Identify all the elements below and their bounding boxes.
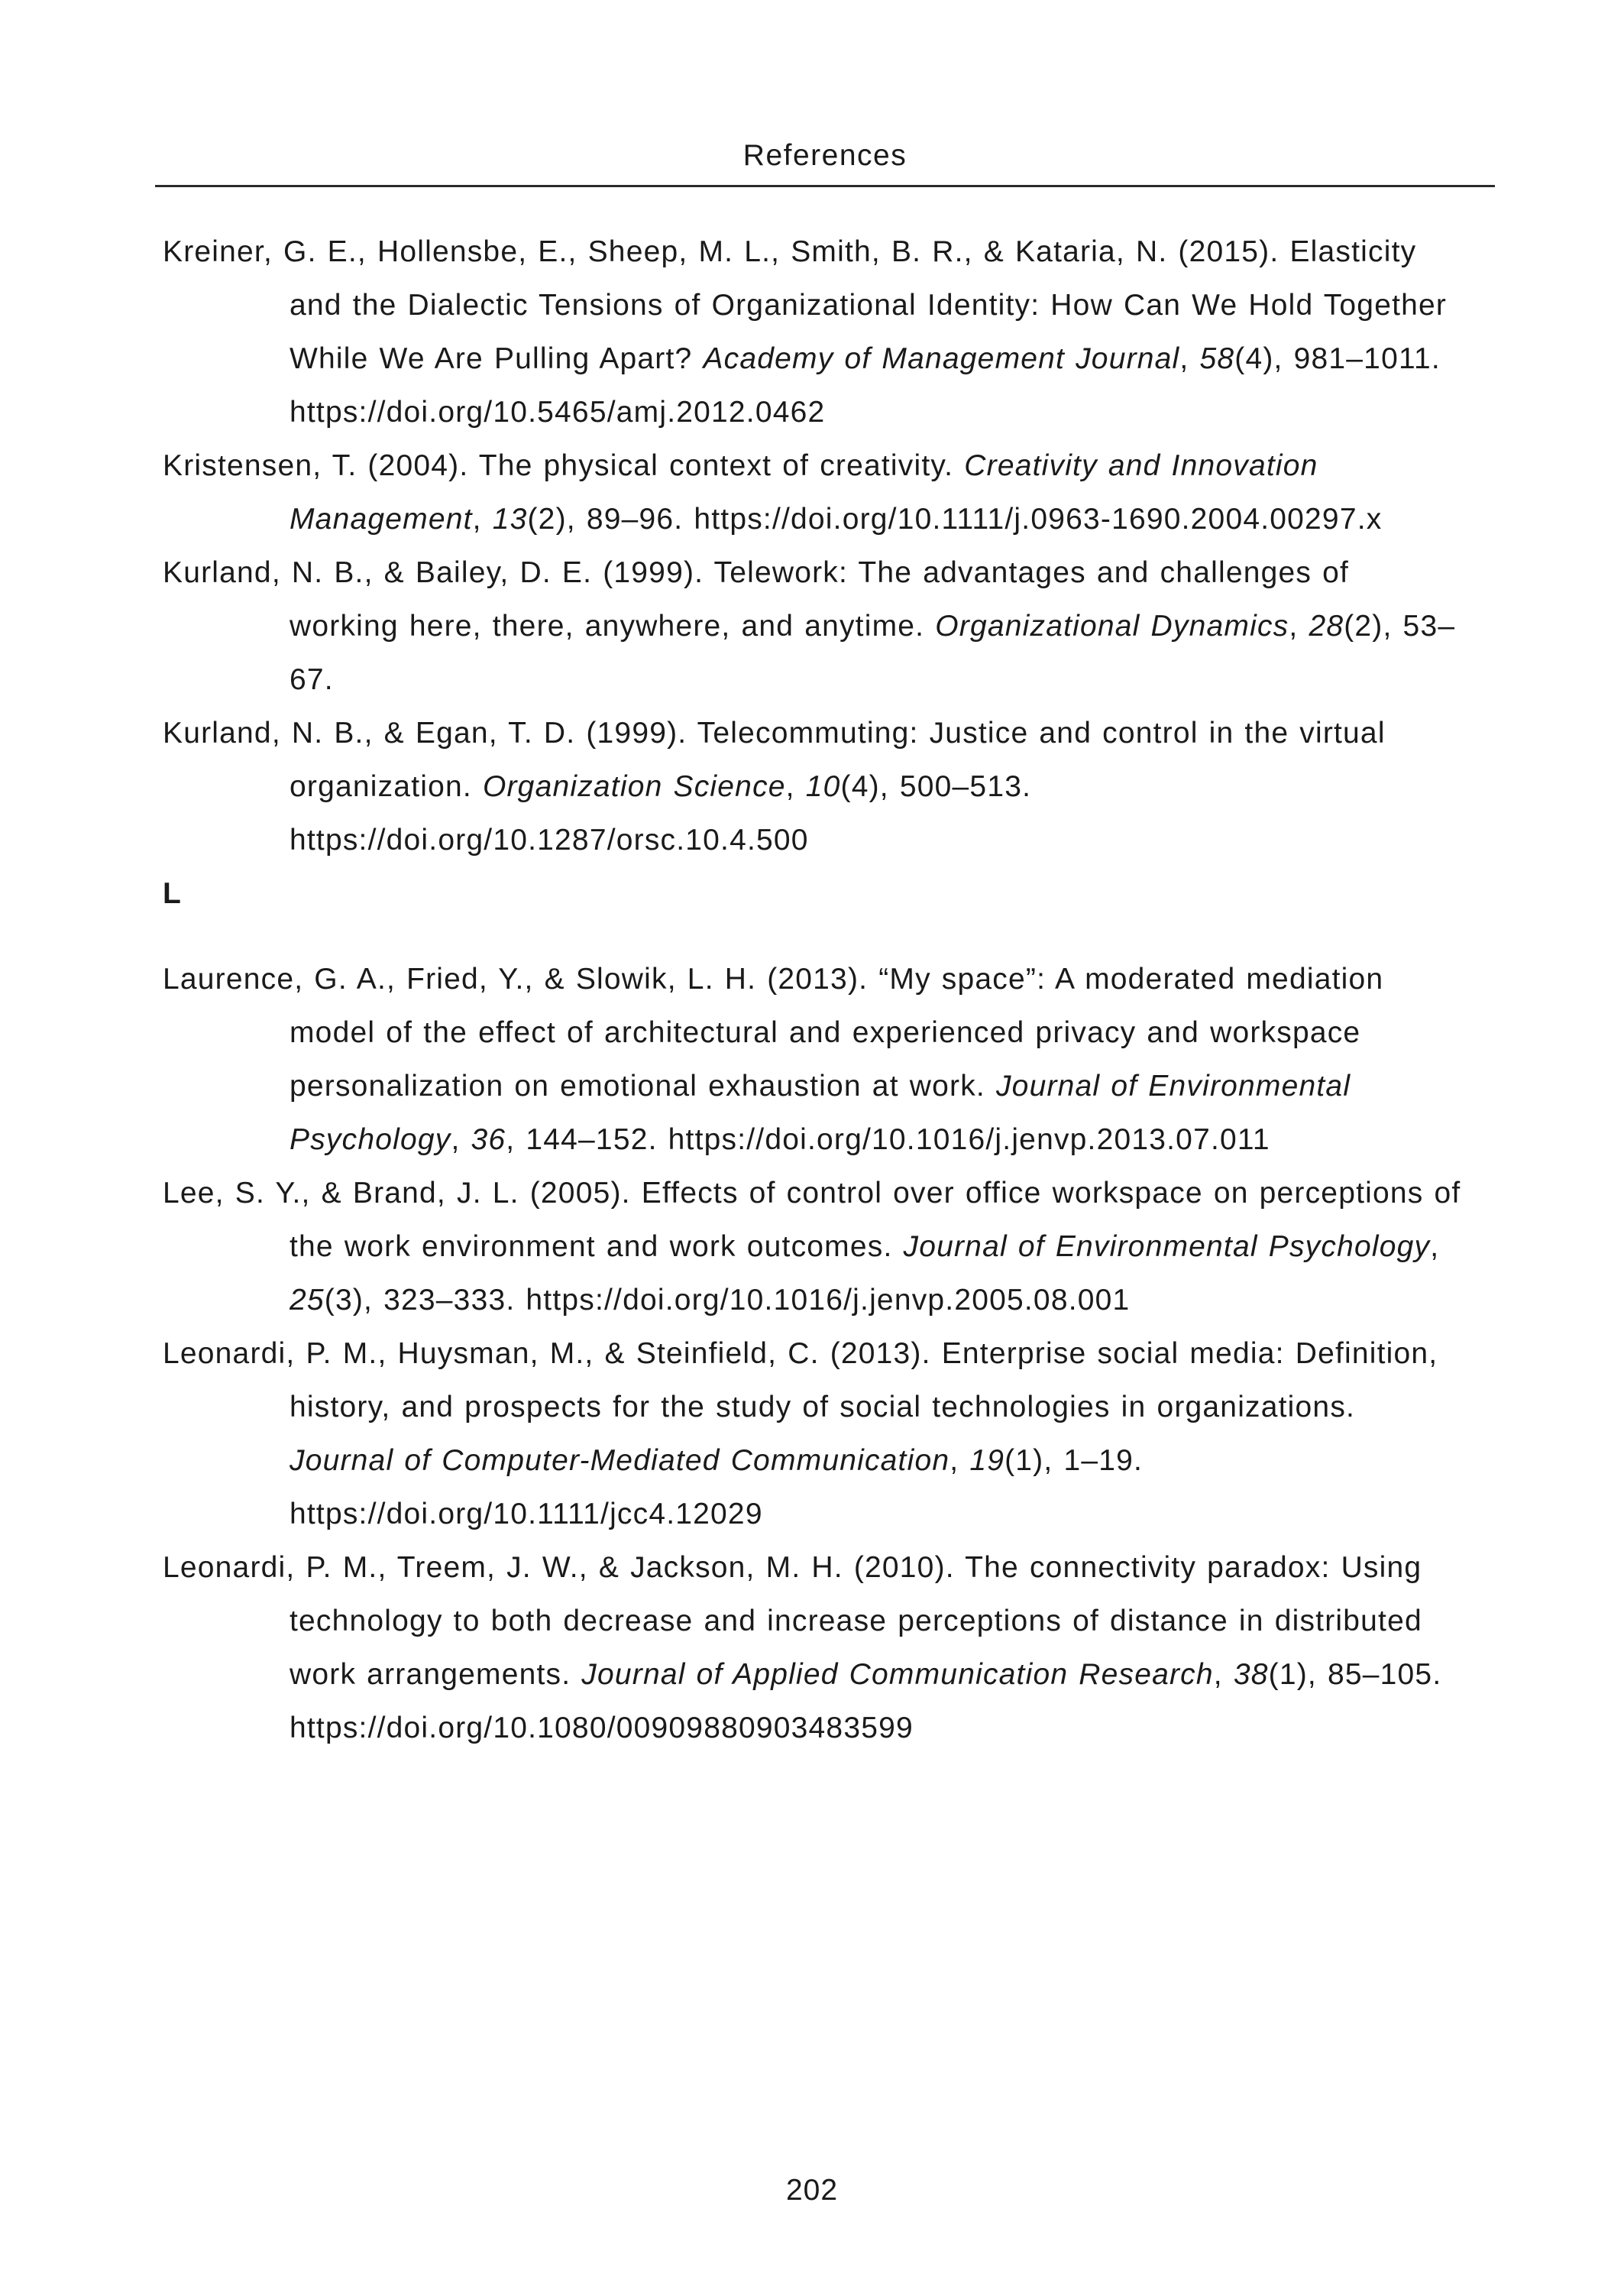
- references-heading: References: [742, 139, 907, 172]
- reference-text: (3), 323–333. https://doi.org/10.1016/j.jenvp.2005.08.001: [324, 1284, 1131, 1317]
- reference-text: ,: [1179, 342, 1200, 375]
- reference-italic-text: Creativity and Innovation Management: [290, 449, 1318, 536]
- section-letter: L: [163, 877, 183, 910]
- reference-entry: [163, 225, 1461, 439]
- reference-text: ,: [1289, 610, 1309, 643]
- reference-italic-text: Organizational Dynamics: [935, 610, 1289, 643]
- reference-italic-text: Journal of Computer-Mediated Communication: [290, 1444, 950, 1477]
- page-header: [155, 0, 1495, 187]
- reference-italic-text: 13: [492, 503, 528, 536]
- reference-entry: [163, 439, 1461, 546]
- reference-text: (2), 53–67.: [290, 610, 1456, 696]
- reference-text: Kurland, N. B., & Egan, T. D. (1999). Telecommuting: Justice and control in the virtual organization.: [163, 717, 1386, 803]
- reference-text: Leonardi, P. M., Treem, J. W., & Jackson, M. H. (2010). The connectivity paradox: Using technology to both decrease and increase perceptions of distance in distributed work arrangements.: [163, 1551, 1422, 1691]
- reference-text: Kreiner, G. E., Hollensbe, E., Sheep, M. L., Smith, B. R., & Kataria, N. (2015). Elasticity and the Dialectic Tensions of Organizational Identity: How Can We Hold Together While We Are Pulling Apart?: [163, 235, 1448, 375]
- reference-text: ,: [472, 503, 493, 536]
- reference-italic-text: Journal of Environmental Psychology: [903, 1230, 1431, 1263]
- reference-text: (1), 1–19. https://doi.org/10.1111/jcc4.12029: [290, 1444, 1144, 1530]
- reference-text: ,: [949, 1444, 970, 1477]
- reference-text: Kristensen, T. (2004). The physical context of creativity.: [163, 449, 965, 482]
- reference-entry: [163, 1327, 1461, 1541]
- reference-text: ,: [1430, 1230, 1440, 1263]
- reference-italic-text: 58: [1199, 342, 1235, 375]
- reference-italic-text: 28: [1309, 610, 1344, 643]
- reference-text: Kurland, N. B., & Bailey, D. E. (1999). Telework: The advantages and challenges of working here, there, anywhere, and anytime.: [163, 556, 1350, 643]
- reference-text: (2), 89–96. https://doi.org/10.1111/j.0963-1690.2004.00297.x: [527, 503, 1383, 536]
- reference-entry: [163, 707, 1461, 867]
- reference-entry: [163, 546, 1461, 707]
- reference-text: Lee, S. Y., & Brand, J. L. (2005). Effects of control over office workspace on perceptions of the work environment and work outcomes.: [163, 1177, 1461, 1263]
- reference-text: , 144–152. https://doi.org/10.1016/j.jenvp.2013.07.011: [506, 1123, 1270, 1156]
- reference-text: ,: [785, 770, 806, 803]
- reference-entry: [163, 1541, 1461, 1755]
- reference-entry: [163, 1167, 1461, 1327]
- reference-italic-text: 19: [969, 1444, 1005, 1477]
- reference-italic-text: Journal of Applied Communication Research: [581, 1658, 1214, 1691]
- reference-italic-text: 38: [1233, 1658, 1269, 1691]
- reference-text: ,: [451, 1123, 471, 1156]
- reference-italic-text: 36: [471, 1123, 506, 1156]
- reference-text: ,: [1213, 1658, 1234, 1691]
- page-number: 202: [785, 2174, 839, 2207]
- reference-italic-text: Organization Science: [482, 770, 786, 803]
- reference-text: (4), 500–513. https://doi.org/10.1287/orsc.10.4.500: [290, 770, 1032, 857]
- reference-text: (1), 85–105. https://doi.org/10.1080/00909880903483599: [290, 1658, 1442, 1744]
- reference-italic-text: Journal of Environmental Psychology: [290, 1070, 1351, 1156]
- header-rule: [155, 185, 1495, 187]
- reference-text: Laurence, G. A., Fried, Y., & Slowik, L. H. (2013). “My space”: A moderated mediation model of the effect of architectural and experienced privacy and workspace personalization on emotional exhaustion at work.: [163, 963, 1384, 1103]
- reference-italic-text: 10: [805, 770, 841, 803]
- references-list: [163, 225, 1461, 1755]
- reference-italic-text: 25: [290, 1284, 325, 1317]
- reference-italic-text: Academy of Management Journal: [703, 342, 1180, 375]
- reference-entry: [163, 953, 1461, 1167]
- reference-text: Leonardi, P. M., Huysman, M., & Steinfield, C. (2013). Enterprise social media: Definition, history, and prospects for the study of social technologies in organizations.: [163, 1337, 1438, 1423]
- reference-text: (4), 981–1011. https://doi.org/10.5465/amj.2012.0462: [290, 342, 1441, 429]
